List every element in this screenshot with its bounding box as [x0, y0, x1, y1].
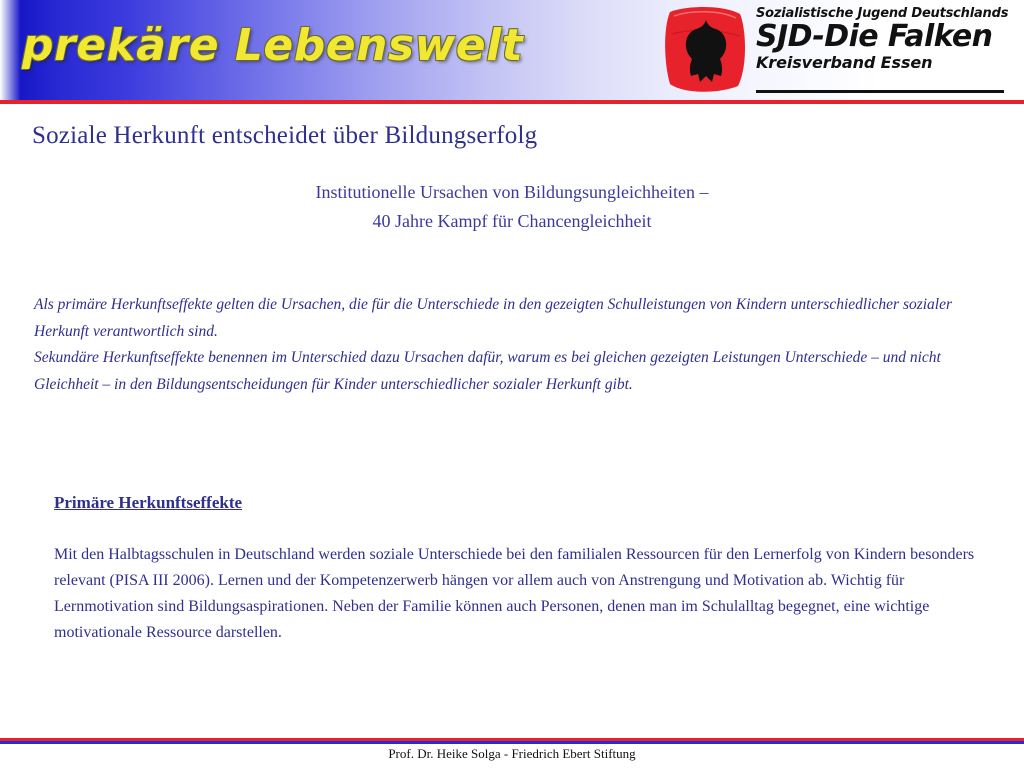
slide-header-title: prekäre Lebenswelt — [22, 20, 524, 71]
page-title: Soziale Herkunft entscheidet über Bildungserfolg — [32, 122, 538, 149]
section-paragraph: Mit den Halbtagsschulen in Deutschland werden soziale Unterschiede bei den familialen Ressourcen für den Lernerfolg von Kindern besonders relevant (PISA III 2006). Lernen und der Kompetenzerwerb hängen vor allem auch von Anstrengung und Motivation ab. Wichtig für Lernmotivation sind Bildungsaspirationen. Neben der Familie können auch Personen, denen man im Schulalltag begegnet, eine wichtige motivationale Ressource darstellen. — [54, 546, 975, 641]
intro-paragraph-1: Als primäre Herkunftseffekte gelten die Ursachen, die für die Unterschiede in den gezeigten Schulleistungen von Kindern unterschiedlicher sozialer Herkunft verantwortlich sind. — [34, 296, 953, 340]
header-divider-red — [0, 100, 1024, 104]
falcon-emblem-icon — [660, 4, 752, 96]
slide-header-banner — [0, 0, 1024, 100]
footer-divider-blue — [0, 741, 1024, 744]
slide-subtitle — [0, 178, 1024, 236]
section-heading: Primäre Herkunftseffekte — [54, 493, 243, 512]
subtitle-line-1: Institutionelle Ursachen von Bildungsungleichheiten – — [315, 182, 709, 202]
logo-wordmark — [756, 6, 1010, 72]
footer-source: Prof. Dr. Heike Solga - Friedrich Ebert Stiftung — [388, 746, 636, 761]
intro-text-block — [34, 292, 986, 399]
intro-paragraph-2: Sekundäre Herkunftseffekte benennen im Unterschied dazu Ursachen dafür, warum es bei gleichen gezeigten Leistungen Unterschiede – und nicht Gleichheit – in den Bildungsentscheidungen für Kinder unterschiedlicher sozialer Herkunft gibt. — [34, 349, 941, 393]
logo-line-3: Kreisverband Essen — [756, 52, 933, 72]
logo-line-2: SJD-Die Falken — [756, 19, 993, 54]
logo-line-1: Sozialistische Jugend Deutschlands — [756, 6, 1009, 21]
organization-logo — [660, 2, 1010, 96]
subtitle-line-2: 40 Jahre Kampf für Chancengleichheit — [372, 210, 652, 231]
logo-underline — [756, 90, 1004, 93]
